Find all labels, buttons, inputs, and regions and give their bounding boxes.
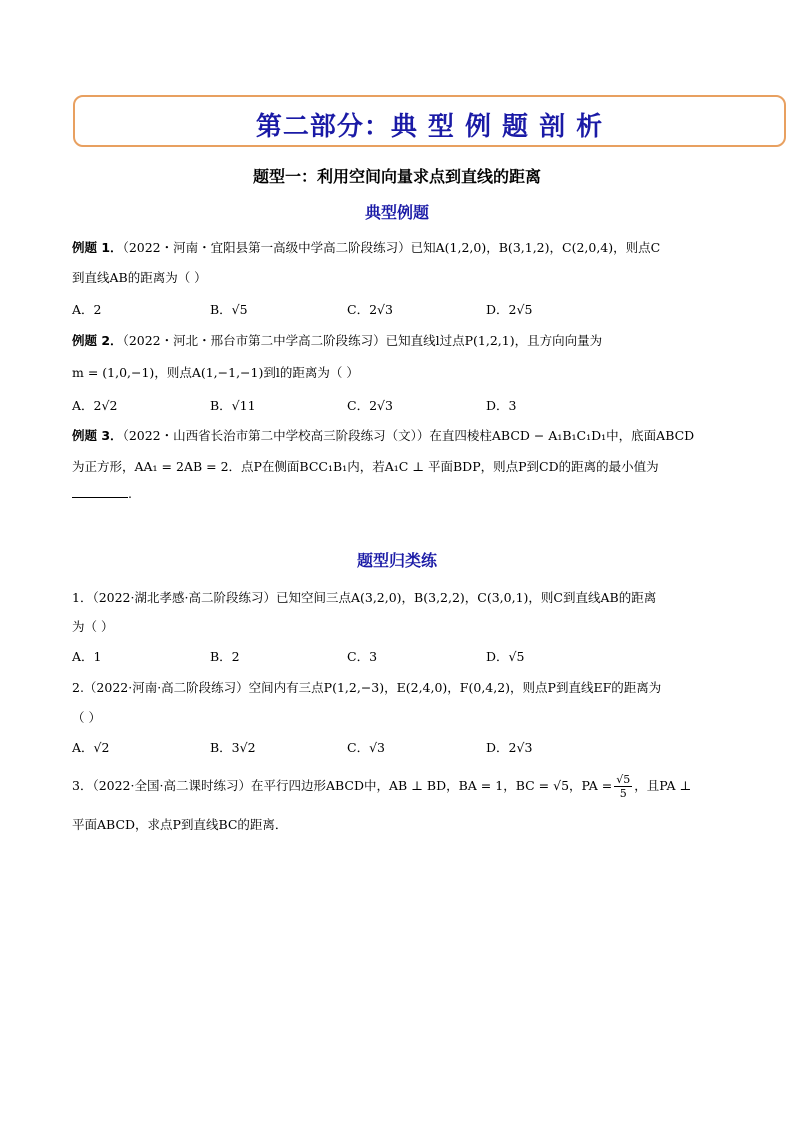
example-3-text-1: （2022・山西省长治市第二中学校高三阶段练习（文））在直四棱柱ABCD − A₁B₁C₁D₁中，底面ABCD bbox=[122, 428, 695, 443]
fraction-denominator: 5 bbox=[619, 787, 627, 801]
example-2-option-b: B．√11 bbox=[210, 398, 256, 413]
practice-3-line-1 bbox=[72, 773, 691, 800]
example-1-option-b: B．√5 bbox=[210, 302, 248, 317]
example-2-label: 例题 2． bbox=[72, 333, 123, 348]
example-1-line-1: 例题 1．（2022・河南・宜阳县第一高级中学高二阶段练习）已知A(1,2,0)，B(3,1,2)，C(2,0,4)，则点C bbox=[72, 240, 661, 255]
example-1-tail: ，则点C bbox=[613, 240, 661, 255]
practice-3-text-b: ，且PA ⊥ bbox=[634, 778, 692, 794]
practice-2-option-b: B．3√2 bbox=[210, 740, 256, 755]
example-3-period: . bbox=[128, 486, 132, 501]
practice-2-option-d: D．2√3 bbox=[486, 740, 533, 755]
example-1-line-2: 到直线AB的距离为（ ） bbox=[72, 270, 207, 285]
practice-3-line-2: 平面ABCD，求点P到直线BC的距离． bbox=[72, 817, 288, 832]
example-3-line-2: 为正方形，AA₁ = 2AB = 2．点P在侧面BCC₁B₁内，若A₁C ⊥ 平面BDP，则点P到CD的距离的最小值为 bbox=[72, 459, 659, 474]
example-2-tail: ，且方向向量为 bbox=[514, 333, 603, 348]
practice-2-option-a: A．√2 bbox=[72, 740, 110, 755]
fraction-sqrt5-over-5 bbox=[614, 773, 632, 800]
section-banner bbox=[73, 95, 786, 147]
example-1-point-b: B(3,1,2) bbox=[498, 240, 550, 255]
practice-2-line-1: 2.（2022·河南·高二阶段练习）空间内有三点P(1,2,−3)，E(2,4,0)，F(0,4,2)，则点P到直线EF的距离为 bbox=[72, 680, 662, 695]
example-1-option-a: A．2 bbox=[72, 302, 102, 317]
answer-blank[interactable] bbox=[72, 497, 128, 498]
example-2-point-p: P(1,2,1) bbox=[464, 333, 515, 348]
practice-heading: 题型归类练 bbox=[356, 551, 437, 570]
example-2-option-a: A．2√2 bbox=[72, 398, 118, 413]
practice-1-option-c: C．3 bbox=[347, 649, 378, 664]
example-1-point-a: A(1,2,0) bbox=[435, 240, 487, 255]
example-1-point-c: C(2,0,4) bbox=[562, 240, 614, 255]
example-2-question: ，则点A(1,−1,−1)到l的距离为（ ） bbox=[154, 365, 359, 380]
fraction-numerator: √5 bbox=[616, 773, 631, 786]
practice-2-option-c: C．√3 bbox=[347, 740, 385, 755]
example-1-label: 例题 1． bbox=[72, 240, 123, 255]
example-3-line-1 bbox=[72, 426, 694, 444]
example-2-line-1 bbox=[72, 331, 602, 349]
example-1-option-c: C．2√3 bbox=[347, 302, 393, 317]
examples-heading: 典型例题 bbox=[364, 203, 429, 222]
practice-1-option-b: B．2 bbox=[210, 649, 240, 664]
example-2-source: （2022・河北・邢台市第二中学高二阶段练习）已知直线l过点 bbox=[122, 333, 465, 348]
example-2-direction-vector: m = (1,0,−1) bbox=[72, 365, 155, 380]
example-3-label: 例题 3． bbox=[72, 428, 123, 443]
example-2-line-2 bbox=[72, 363, 359, 381]
practice-2-line-2: （ ） bbox=[72, 710, 101, 725]
practice-1-option-a: A．1 bbox=[72, 649, 102, 664]
section-title: 题型一：利用空间向量求点到直线的距离 bbox=[252, 167, 541, 186]
banner-title: 第二部分：典 型 例 题 剖 析 bbox=[255, 112, 604, 142]
practice-3-text-a: 3．（2022·全国·高二课时练习）在平行四边形ABCD中，AB ⊥ BD，BA = 1，BC = √5，PA = bbox=[72, 778, 613, 794]
example-1-source: （2022・河南・宜阳县第一高级中学高二阶段练习）已知 bbox=[122, 240, 436, 255]
practice-1-line-2: 为（ ） bbox=[72, 619, 114, 634]
example-2-option-c: C．2√3 bbox=[347, 398, 393, 413]
example-1-option-d: D．2√5 bbox=[486, 302, 533, 317]
practice-1-line-1: 1．（2022·湖北孝感·高二阶段练习）已知空间三点A(3,2,0)，B(3,2,2)，C(3,0,1)，则C到直线AB的距离 bbox=[72, 590, 657, 605]
example-2-option-d: D．3 bbox=[486, 398, 517, 413]
example-3-line-3 bbox=[72, 486, 132, 501]
practice-1-option-d: D．√5 bbox=[486, 649, 525, 664]
